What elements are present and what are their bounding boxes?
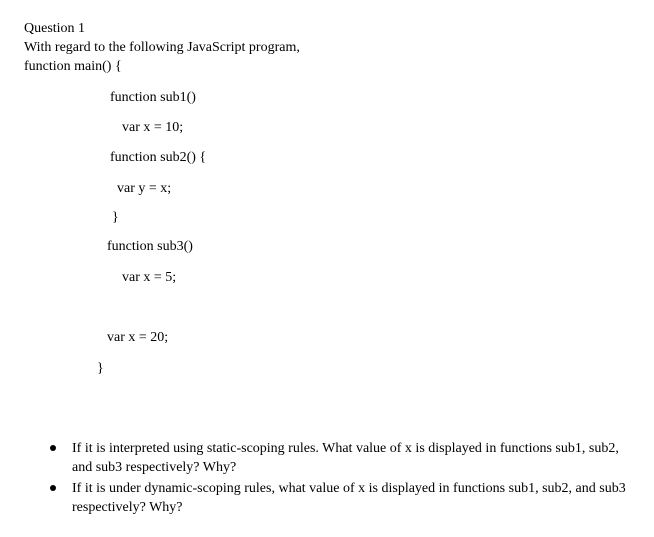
question-dynamic-scoping: If it is under dynamic-scoping rules, what value of x is displayed in functions sub1, sub2, and sub3 respectively? Why? <box>72 481 626 515</box>
code-main-close: } <box>97 361 104 376</box>
code-sub3-decl: function sub3() <box>107 239 193 254</box>
code-main-open: function main() { <box>24 59 122 74</box>
code-sub2-decl: function sub2() { <box>110 150 207 165</box>
question-title: Question 1 <box>24 21 86 36</box>
code-sub2-var: var y = x; <box>117 181 172 196</box>
bullet-dot-icon <box>50 485 56 491</box>
question-static-scoping: If it is interpreted using static-scoping rules. What value of x is displayed in functions sub1, sub2, and sub3 respectively? Why? <box>72 441 619 475</box>
question-list <box>50 439 640 519</box>
code-sub2-close: } <box>112 210 119 225</box>
code-sub1-var: var x = 10; <box>122 120 184 135</box>
code-sub1-decl: function sub1() <box>110 90 196 105</box>
question-prompt: With regard to the following JavaScript program, <box>24 40 300 55</box>
bullet-dot-icon <box>50 445 56 451</box>
code-sub3-var: var x = 5; <box>122 270 177 285</box>
list-item <box>50 439 640 477</box>
list-item <box>50 479 640 517</box>
code-main-var: var x = 20; <box>107 330 169 345</box>
